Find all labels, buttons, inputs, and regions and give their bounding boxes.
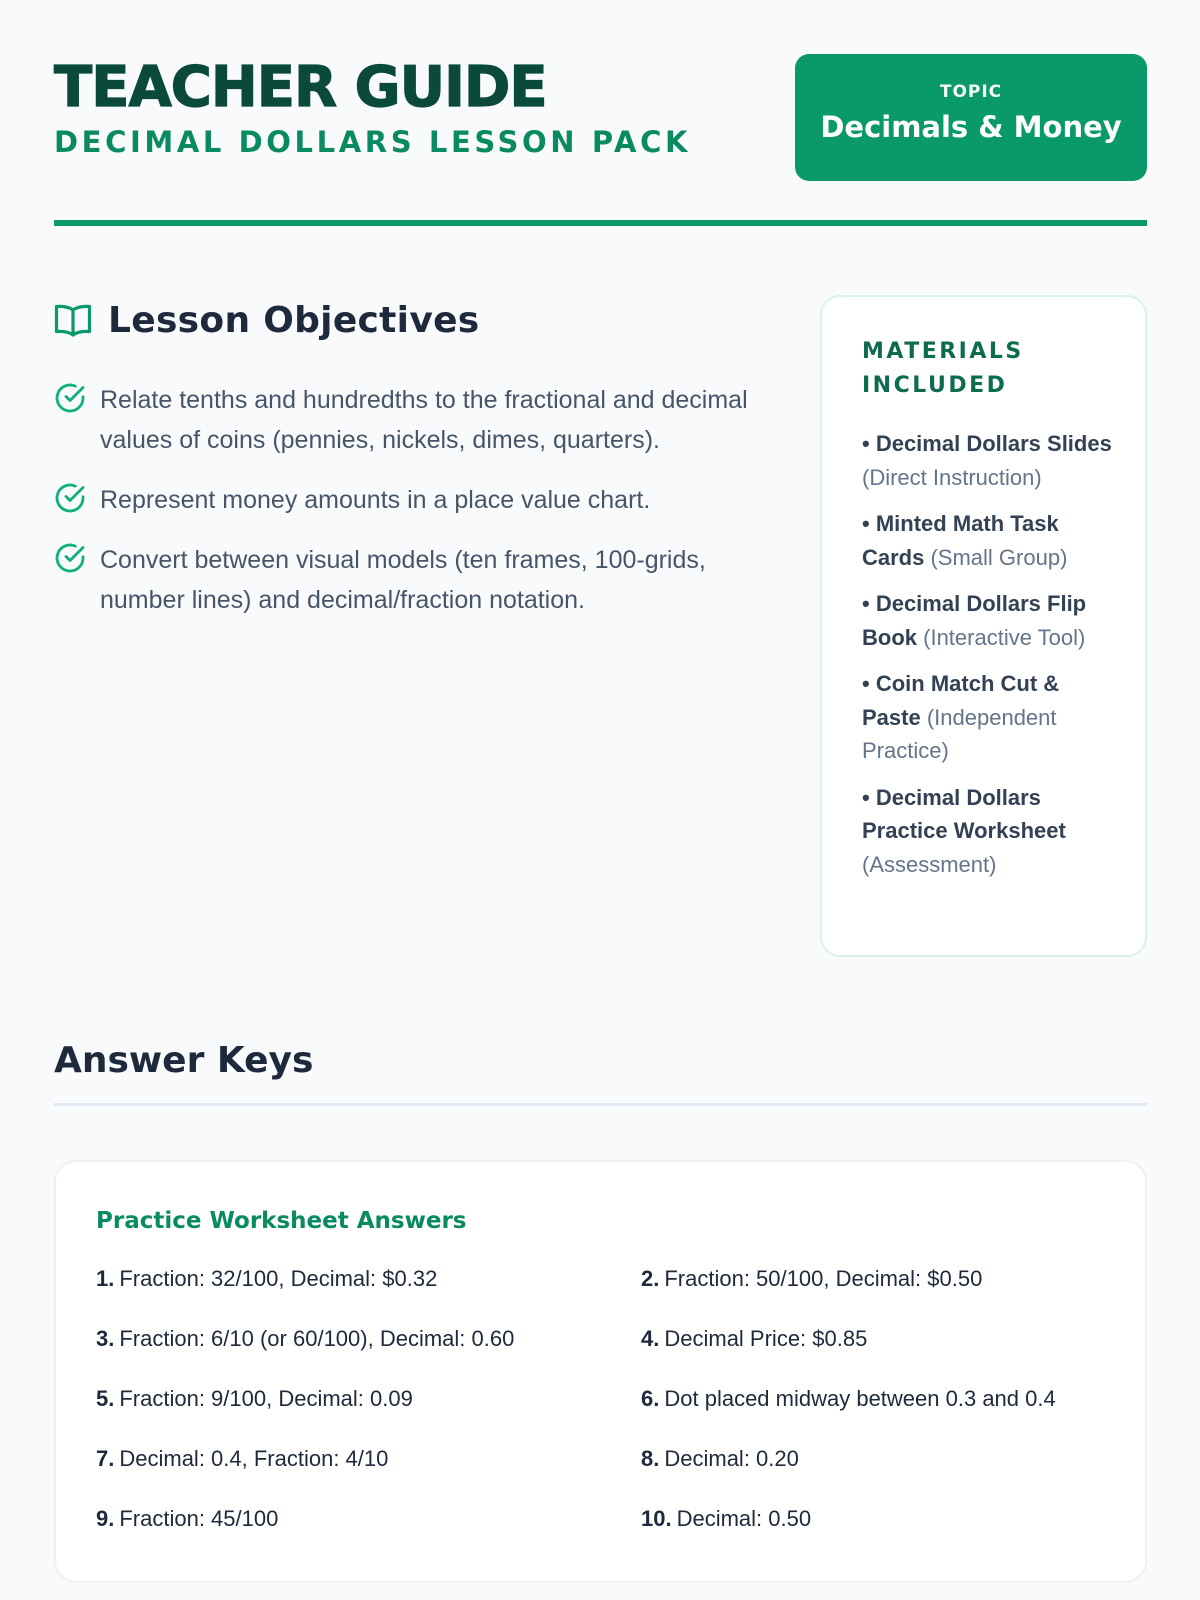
answer-text: Dot placed midway between 0.3 and 0.4 — [664, 1386, 1056, 1411]
answer-item — [641, 1322, 1105, 1356]
answer-keys-divider — [54, 1103, 1147, 1106]
bullet: • — [862, 591, 870, 616]
material-item — [862, 507, 1115, 574]
material-note: (Interactive Tool) — [923, 624, 1086, 650]
materials-list — [862, 427, 1115, 881]
page-header — [54, 54, 1147, 181]
answer-number: 3. — [96, 1326, 115, 1351]
objective-text: Relate tenths and hundredths to the fractional and decimal values of coins (pennies, nickels, dimes, quarters). — [100, 386, 748, 454]
answer-text: Fraction: 6/10 (or 60/100), Decimal: 0.60 — [119, 1326, 515, 1351]
material-name: Decimal Dollars Slides — [875, 431, 1112, 456]
material-item — [862, 587, 1115, 654]
answer-item — [96, 1382, 641, 1416]
material-name: Minted Math Task Cards — [862, 511, 1059, 570]
bullet: • — [862, 671, 870, 696]
answer-item — [96, 1262, 641, 1296]
topic-value: Decimals & Money — [820, 110, 1122, 144]
material-note: (Small Group) — [930, 544, 1068, 570]
material-item — [862, 667, 1115, 768]
answer-text: Decimal: 0.50 — [676, 1506, 812, 1531]
answer-number: 7. — [96, 1446, 115, 1471]
check-circle-icon — [54, 482, 86, 514]
answer-item — [641, 1382, 1105, 1416]
check-circle-icon — [54, 542, 86, 574]
answer-text: Decimal: 0.20 — [664, 1446, 799, 1471]
objectives-heading: Lesson Objectives — [108, 299, 480, 341]
answer-number: 4. — [641, 1326, 660, 1351]
material-name: Decimal Dollars Flip Book — [862, 591, 1087, 650]
answers-grid — [96, 1262, 1105, 1536]
answer-number: 10. — [641, 1506, 672, 1531]
topic-badge — [795, 54, 1147, 181]
objective-item — [54, 480, 774, 520]
answer-number: 8. — [641, 1446, 660, 1471]
answer-item — [641, 1502, 1105, 1536]
answer-item — [96, 1442, 641, 1476]
bullet: • — [862, 511, 870, 536]
objective-item — [54, 540, 774, 620]
material-note: (Independent Practice) — [862, 704, 1057, 763]
answer-text: Fraction: 50/100, Decimal: $0.50 — [664, 1266, 983, 1291]
answer-item — [96, 1322, 641, 1356]
material-item — [862, 427, 1115, 494]
check-circle-icon — [54, 382, 86, 414]
answers-card-title: Practice Worksheet Answers — [96, 1208, 467, 1234]
answer-number: 6. — [641, 1386, 660, 1411]
objective-item — [54, 380, 774, 460]
objectives-heading-row — [54, 296, 774, 344]
header-divider — [54, 220, 1147, 226]
bullet: • — [862, 431, 870, 456]
book-open-icon — [54, 303, 92, 337]
material-name: Coin Match Cut & Paste — [862, 671, 1060, 730]
materials-card — [820, 295, 1147, 957]
material-note: (Direct Instruction) — [862, 464, 1042, 490]
bullet: • — [862, 784, 870, 810]
objective-text: Represent money amounts in a place value chart. — [100, 486, 651, 514]
answer-number: 9. — [96, 1506, 115, 1531]
page-title: TEACHER GUIDE — [54, 55, 547, 120]
answer-text: Decimal: 0.4, Fraction: 4/10 — [119, 1446, 389, 1471]
material-name: Decimal Dollars Practice Worksheet — [862, 784, 1066, 843]
material-note: (Assessment) — [862, 851, 997, 877]
answer-number: 1. — [96, 1266, 115, 1291]
answer-text: Fraction: 32/100, Decimal: $0.32 — [119, 1266, 438, 1291]
answer-item — [96, 1502, 641, 1536]
topic-label: TOPIC — [939, 82, 1003, 102]
materials-heading: MATERIALS INCLUDED — [862, 339, 1024, 398]
answers-card — [54, 1160, 1147, 1583]
objective-text: Convert between visual models (ten frames, 100-grids, number lines) and decimal/fraction notation. — [100, 546, 706, 614]
answer-text: Fraction: 9/100, Decimal: 0.09 — [119, 1386, 413, 1411]
answer-number: 2. — [641, 1266, 660, 1291]
answer-text: Fraction: 45/100 — [119, 1506, 279, 1531]
answer-item — [641, 1262, 1105, 1296]
answer-keys-heading: Answer Keys — [54, 1040, 314, 1081]
lesson-objectives-section — [54, 296, 774, 640]
answer-text: Decimal Price: $0.85 — [664, 1326, 868, 1351]
material-item — [862, 781, 1115, 882]
page-subtitle: DECIMAL DOLLARS LESSON PACK — [54, 125, 692, 159]
answer-number: 5. — [96, 1386, 115, 1411]
answer-item — [641, 1442, 1105, 1476]
objectives-list — [54, 380, 774, 620]
